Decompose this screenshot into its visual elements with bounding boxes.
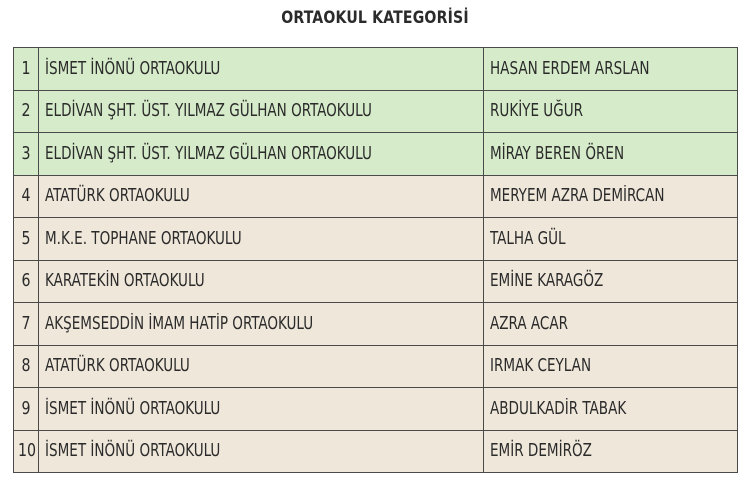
- student-cell: [484, 90, 738, 133]
- rank-cell: [14, 430, 39, 473]
- table-row: [14, 430, 738, 473]
- student-cell: [484, 260, 738, 303]
- school-text: ATATÜRK ORTAOKULU: [45, 356, 190, 377]
- student-cell: [484, 345, 738, 388]
- student-text: TALHA GÜL: [490, 228, 566, 249]
- student-text: HASAN ERDEM ARSLAN: [490, 58, 650, 79]
- rank-cell: [14, 48, 39, 91]
- school-text: M.K.E. TOPHANE ORTAOKULU: [45, 228, 242, 249]
- student-cell: [484, 388, 738, 431]
- table-row: [14, 133, 738, 176]
- student-text: IRMAK CEYLAN: [490, 356, 592, 377]
- school-text: ELDİVAN ŞHT. ÜST. YILMAZ GÜLHAN ORTAOKULU: [45, 143, 372, 164]
- rank-cell: [14, 90, 39, 133]
- student-text: MİRAY BEREN ÖREN: [490, 143, 625, 164]
- table-row: [14, 218, 738, 261]
- school-text: KARATEKİN ORTAOKULU: [45, 271, 205, 292]
- rank-text: 6: [21, 271, 31, 292]
- student-text: AZRA ACAR: [490, 313, 569, 334]
- school-cell: [39, 388, 484, 431]
- rank-cell: [14, 260, 39, 303]
- page-title: ORTAOKUL KATEGORİSİ: [281, 8, 469, 28]
- table-row: [14, 303, 738, 346]
- rank-text: 3: [21, 143, 31, 164]
- rank-text: 9: [21, 398, 31, 419]
- table-row: [14, 260, 738, 303]
- rank-cell: [14, 388, 39, 431]
- table-row: [14, 48, 738, 91]
- rank-text: 7: [21, 313, 31, 334]
- school-cell: [39, 48, 484, 91]
- school-cell: [39, 303, 484, 346]
- student-text: EMİR DEMİRÖZ: [490, 441, 592, 462]
- results-table: [13, 47, 738, 473]
- rank-text: 10: [18, 441, 37, 462]
- school-cell: [39, 90, 484, 133]
- school-cell: [39, 260, 484, 303]
- rank-text: 5: [21, 228, 31, 249]
- student-text: MERYEM AZRA DEMİRCAN: [490, 186, 665, 207]
- rank-cell: [14, 345, 39, 388]
- student-cell: [484, 48, 738, 91]
- rank-cell: [14, 218, 39, 261]
- school-text: İSMET İNÖNÜ ORTAOKULU: [45, 398, 221, 419]
- rank-text: 1: [21, 58, 31, 79]
- student-cell: [484, 133, 738, 176]
- table-row: [14, 388, 738, 431]
- school-text: İSMET İNÖNÜ ORTAOKULU: [45, 441, 221, 462]
- school-text: İSMET İNÖNÜ ORTAOKULU: [45, 58, 221, 79]
- rank-text: 8: [21, 356, 31, 377]
- table-row: [14, 345, 738, 388]
- school-text: AKŞEMSEDDİN İMAM HATİP ORTAOKULU: [45, 313, 314, 334]
- school-text: ELDİVAN ŞHT. ÜST. YILMAZ GÜLHAN ORTAOKULU: [45, 101, 372, 122]
- rank-text: 4: [21, 186, 31, 207]
- student-text: RUKİYE UĞUR: [490, 101, 584, 122]
- school-cell: [39, 430, 484, 473]
- rank-cell: [14, 133, 39, 176]
- rank-text: 2: [21, 101, 31, 122]
- school-cell: [39, 175, 484, 218]
- school-cell: [39, 133, 484, 176]
- student-cell: [484, 303, 738, 346]
- rank-cell: [14, 303, 39, 346]
- student-text: EMİNE KARAGÖZ: [490, 271, 604, 292]
- student-cell: [484, 218, 738, 261]
- school-cell: [39, 218, 484, 261]
- table-row: [14, 90, 738, 133]
- student-text: ABDULKADİR TABAK: [490, 398, 627, 419]
- table-row: [14, 175, 738, 218]
- student-cell: [484, 430, 738, 473]
- student-cell: [484, 175, 738, 218]
- school-cell: [39, 345, 484, 388]
- school-text: ATATÜRK ORTAOKULU: [45, 186, 190, 207]
- rank-cell: [14, 175, 39, 218]
